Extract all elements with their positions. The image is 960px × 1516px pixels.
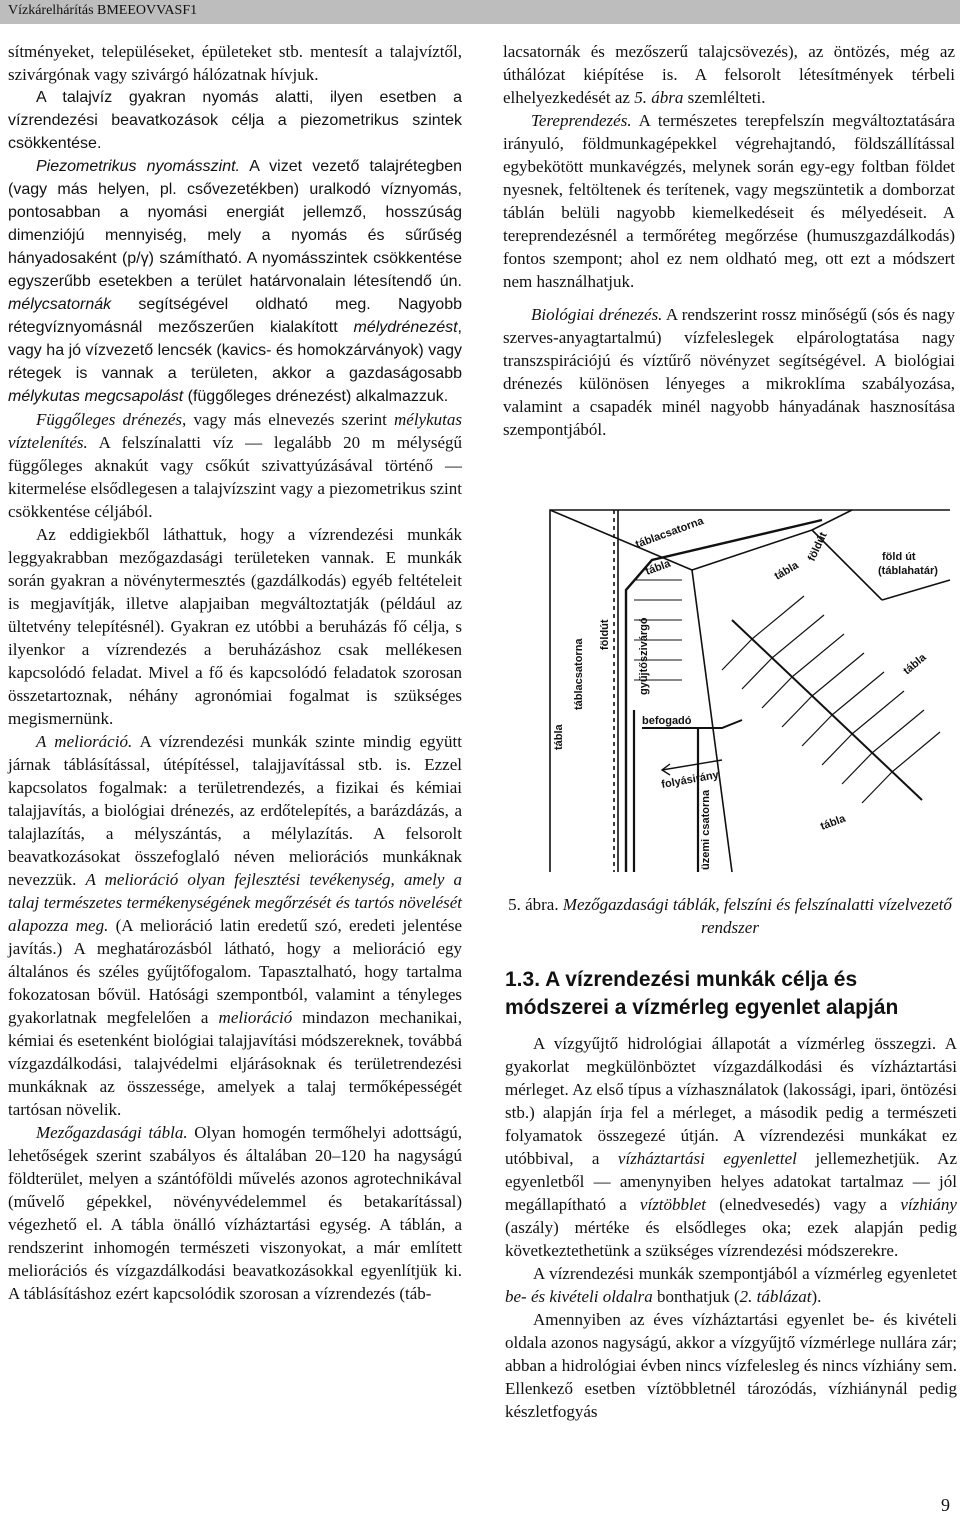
lateral-drains xyxy=(722,596,940,803)
paragraph: Biológiai drénezés. A rendszerint rossz minőségű (sós és nagy szerves-anyagtartalmú) vízfeleslegek elpárologtatása nagy transzspirációjú és víztűrő növényzet segítségével. A biológiai drénezés különösen lényeges a mikroklíma szabályozása, valamint a csapadék minél nagyobb hányadának hasznosítása szempontjából. xyxy=(503,305,955,439)
label-table: tábla xyxy=(553,724,565,750)
paragraph: A vízrendezési munkák szempontjából a vízmérleg egyenletet be- és kivételi oldalra bonthatjuk (2. táblázat). xyxy=(505,1264,957,1306)
label-table-canal-left: táblacsatorna xyxy=(573,638,585,710)
paragraph: lacsatornák és mezőszerű talajcsövezés), az öntözés, még az úthálózat kiépítése is. A felsorolt létesítmények térbeli elhelyezkedését az 5. ábra szemlélteti. xyxy=(503,42,955,107)
section-heading: 1.3. A vízrendezési munkák célja és módszerei a vízmérleg egyenlet alapján xyxy=(505,968,899,1019)
label-table: tábla xyxy=(818,812,848,833)
label-field-road-2: föld út xyxy=(882,551,916,563)
label-field-road-left: földút xyxy=(599,619,611,650)
label-table-canal-top: táblacsatorna xyxy=(633,515,706,551)
label-operational-canal: üzemi csatorna xyxy=(700,789,712,870)
paragraph: Az eddigiekből láthattuk, hogy a vízrendezési munkák leggyakrabban mezőgazdasági területeken vannak. E munkák során gyakran a növénytermesztés (gazdálkodás) egyéb feltételeit is megjavítják, illetve alapjaiban megváltoztatják (például az ültetvény telepítésnél). Gyakran ez utóbbi a beruházás fő célja, s ilyenkor a vízrendezés a beruházáshoz csak mellékesen kapcsolódó feladat. Mivel a fő és kapcsolódó feladatok szorosan összetartoznak, néhány agronómiai fogalmat is szükséges megismernünk. xyxy=(8,525,462,728)
paragraph: Piezometrikus nyomásszint. A vizet vezető talajrétegben (vagy más helyen, pl. csővezetékben) uralkodó víznyomás, pontosabban a nyomási energiát jellemző, hosszúság dimenziójú mennyiség, mely a nyomás és sűrűség hányadosaként (p/γ) számítható. A nyomásszintek csökkentése egyszerűbb esetekben a terület határvonalain létesítendő ún. mélycsatornák segítségével oldható meg. Nagyobb rétegvíznyomásnál mezőszerűen kialakított mélydrénezést, vagy ha jó vízvezető lencsék (kavics- és homokzárványok) vagy rétegek is vannak a területen, akkor a gazdaságosabb mélykutas megcsapolást (függőleges drénezést) alkalmazzuk. xyxy=(8,158,462,405)
label-table: tábla xyxy=(772,559,801,583)
label-receiver: befogadó xyxy=(642,715,692,727)
figure-5-map xyxy=(522,500,952,875)
left-column xyxy=(8,40,462,1305)
running-header: Vízkárelhárítás BMEEOVVASF1 xyxy=(0,0,960,24)
right-column-bottom xyxy=(505,1032,957,1423)
paragraph: Mezőgazdasági tábla. Olyan homogén termőhelyi adottságú, lehetőségek szerint szabályos és általában 20–120 ha nagyságú földterület, melyen a szántóföldi művelés azonos agrotechnikával (művelő gépekkel, növényvédelemmel és betakarítással) végezhető el. A tábla önálló vízháztartási egység. A táblán, a rendszerint inhomogén természeti viszonyokat, a már említett meliorációs és vízgazdálkodási beavatkozásokkal egyenlítjük ki. A táblásításhoz ezért kapcsolódik szorosan a vízrendezés (táb- xyxy=(8,1123,462,1303)
flow-arrow xyxy=(662,760,722,770)
paragraph: Függőleges drénezés, vagy más elnevezés szerint mélykutas víztelenítés. A felszínalatti víz — legalább 20 m mélységű függőleges aknakút vagy csőkút szivattyúzásával történő — kitermelése elsődlegesen a talajvízszint vagy a piezometrikus szint csökkentése céljából. xyxy=(8,410,462,521)
label-flow-direction: folyásirány xyxy=(660,769,720,791)
label-table-boundary: (táblahatár) xyxy=(878,565,938,577)
paragraph: A talajvíz gyakran nyomás alatti, ilyen esetben a vízrendezési beavatkozások célja a piezometrikus szintek csökkentése. xyxy=(8,89,462,152)
label-field-road: földút xyxy=(805,530,830,564)
main-drain xyxy=(732,620,922,800)
figure-caption: 5. ábra. Mezőgazdasági táblák, felszíni és felszínalatti vízelvezető rendszer xyxy=(508,895,952,937)
right-column-top xyxy=(503,40,955,441)
paragraph: A melioráció. A vízrendezési munkák szinte mindig együtt járnak táblásítással, útépítéssel, talajjavítással stb. is. Ezzel kapcsolatos fogalmak: a területrendezés, a fizikai és kémiai talajjavítás, a biológiai drénezés, az erdőtelepítés, a barázdázás, a talajlazítás, a mélyszántás, a mélylazítás. A felsorolt beavatkozásokat összefoglaló néven meliorációs munkáknak nevezzük. A melioráció olyan fejlesztési tevékenység, amely a talaj természetes termékenységének megőrzését és tartós növelését alapozza meg. (A melioráció latin eredetű szó, eredeti jelentése javítás.) A meghatározásból látható, hogy a melioráció egy általános és széles gyűjtőfogalom. Tapasztalható, hogy tartalma fokozatosan bővül. Hatósági szempontból, valamint a tényleges gyakorlatnak megfelelően a melioráció mindazon mechanikai, kémiai és esetenként biológiai talajjavítási módszereknek, továbbá vízgazdálkodási, talajvédelmi eljárásoknak és területrendezési munkáknak az összessége, amelyek a talaj termőképességét tartósan növelik. xyxy=(8,732,463,1119)
paragraph: A vízgyűjtő hidrológiai állapotát a vízmérleg összegzi. A gyakorlat megkülönböztet vízgazdálkodási és vízháztartási mérleget. Az első típus a vízhasználatok (lakossági, ipari, öntözési stb.) alapján írja fel a mérleget, a második pedig a természeti folyamatok összegezé útján. A vízrendezési munkákat ez utóbbival, a vízháztartási egyenlettel jellemezhetjük. Az egyenletből — amenynyiben helyes adatokat tartalmaz — jól megállapítható a víztöbblet (elnedvesedés) vagy a vízhiány (aszály) mértéke és elsődleges oka; ezek alapján pedig következtethetünk a szükséges vízrendezési módszerekre. xyxy=(505,1034,958,1260)
page-number: 9 xyxy=(941,1495,950,1515)
label-table: tábla xyxy=(643,557,673,578)
label-collector-drain: gyűjtőszivárgó xyxy=(638,617,650,695)
paragraph: sítményeket, településeket, épületeket stb. mentesít a talajvíztől, szivárgónak vagy szivárgó hálózatnak hívjuk. xyxy=(8,42,462,84)
table-boundary xyxy=(882,580,950,600)
label-table: tábla xyxy=(901,651,929,678)
field-drainage-diagram xyxy=(522,500,952,875)
paragraph: Amennyiben az éves vízháztartási egyenlet be- és kivételi oldala azonos nagyságú, akkor a vízgyűjtő vízmérlege nullára zár; abban a hidrológiai évben nincs vízfelesleg és nincs vízhiány sem. Ellenkező esetben víztöbbletnél tározódás, vízhiánynál pedig készletfogyás xyxy=(505,1310,957,1421)
term: Piezometrikus nyomásszint. xyxy=(36,158,240,175)
paragraph: Tereprendezés. A természetes terepfelszín megváltoztatására irányuló, földmunkagépekkel végrehajtandó, földszállítással egybekötött munkavégzés, melynek során egy-egy foltban földet nyesnek, feltöltenek és terítenek, vagy megszüntetik a domborzat táblán belüli nagyobb kiemelkedéseit és mélyedéseit. A tereprendezésnél a termőréteg megőrzése (humuszgazdálkodás) fontos szempont; ahol ez nem oldható meg, ott ezt a módszert nem használhatjuk. xyxy=(503,111,955,291)
